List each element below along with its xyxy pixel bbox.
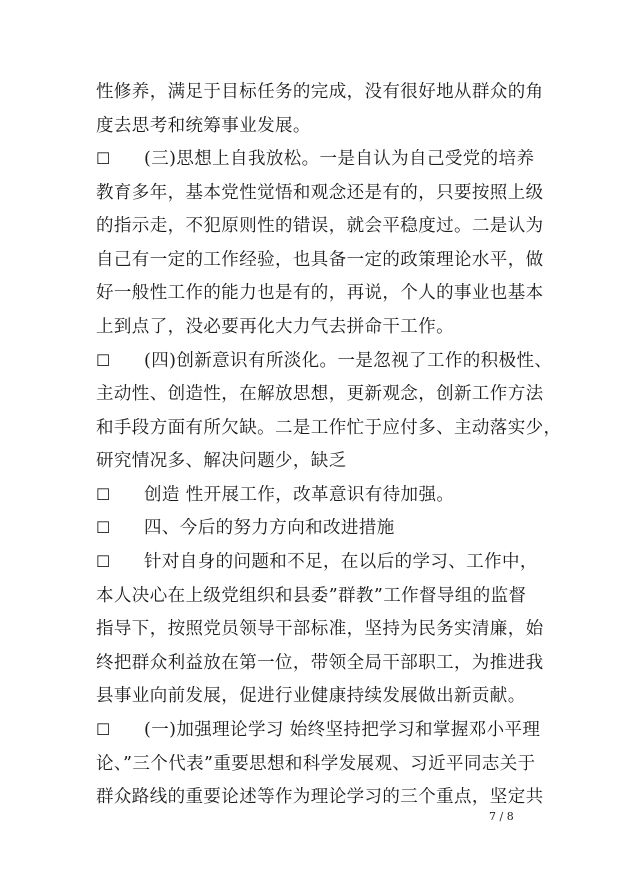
- text-line: 教育多年，基本党性觉悟和观念还是有的，只要按照上级: [96, 183, 544, 203]
- checkbox-icon: ☐: [96, 351, 111, 370]
- text-line: 好一般性工作的能力也是有的，再说，个人的事业也基本: [96, 283, 544, 303]
- checkbox-icon: ☐: [96, 518, 111, 537]
- page-number: 7 / 8: [489, 810, 514, 823]
- text-line: 指导下，按照党员领导干部标准，坚持为民务实清廉，始: [96, 619, 544, 639]
- checkbox-icon: ☐: [96, 720, 111, 739]
- text-line: 性修养，满足于目标任务的完成，没有很好地从群众的角: [96, 82, 544, 102]
- checkbox-icon: ☐: [96, 485, 111, 504]
- text-line: 群众路线的重要论述等作为理论学习的三个重点，坚定共: [96, 787, 544, 807]
- section-heading: 四、今后的努力方向和改进措施: [144, 518, 395, 538]
- text-line: (三)思想上自我放松。一是自认为自己受党的培养: [144, 149, 535, 169]
- text-line: 主动性、创造性，在解放思想，更新观念，创新工作方法: [96, 384, 544, 404]
- text-line: 终把群众利益放在第一位，带领全局干部职工，为推进我: [96, 653, 544, 673]
- text-line: 创造 性开展工作，改革意识有待加强。: [144, 485, 455, 505]
- text-line: 和手段方面有所欠缺。二是工作忙于应付多、主动落实少，: [96, 418, 562, 438]
- text-line: 县事业向前发展，促进行业健康持续发展做出新贡献。: [96, 686, 526, 706]
- text-line: 本人决心在上级党组织和县委”群教”工作督导组的监督: [96, 586, 527, 606]
- checkbox-icon: ☐: [96, 149, 111, 168]
- text-line: 论、”三个代表”重要思想和科学发展观、习近平同志关于: [96, 754, 536, 774]
- text-line: 度去思考和统筹事业发展。: [96, 116, 311, 136]
- text-line: (四)创新意识有所淡化。一是忽视了工作的积极性、: [144, 351, 553, 371]
- text-line: 上到点了，没必要再化大力气去拼命干工作。: [96, 317, 454, 337]
- text-line: 的指示走，不犯原则性的错误，就会平稳度过。二是认为: [96, 216, 544, 236]
- text-line: 自己有一定的工作经验，也具备一定的政策理论水平，做: [96, 250, 544, 270]
- text-line: 研究情况多、解决问题少，缺乏: [96, 451, 347, 471]
- text-line: 针对自身的问题和不足，在以后的学习、工作中，: [144, 552, 538, 572]
- checkbox-icon: ☐: [96, 552, 111, 571]
- text-line: (一)加强理论学习 始终坚持把学习和掌握邓小平理: [144, 720, 541, 740]
